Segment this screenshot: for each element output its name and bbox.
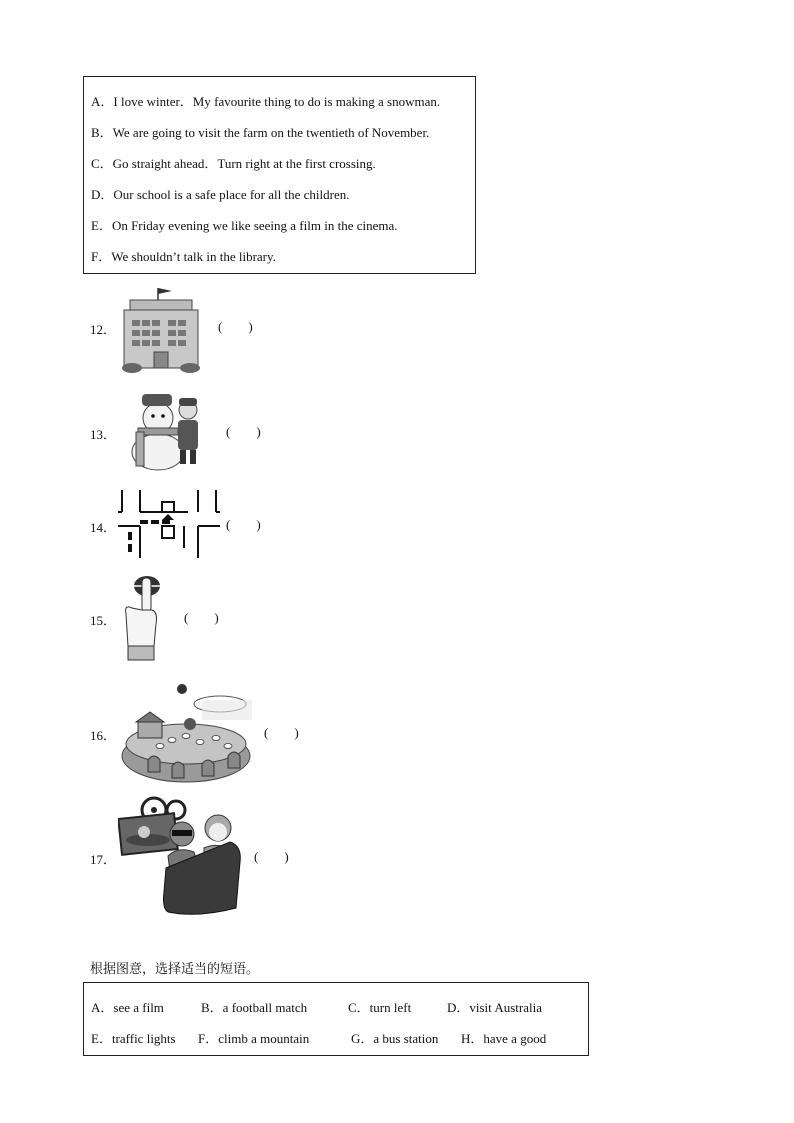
snowman-icon [122, 388, 208, 472]
option-a: A．I love winter．My favourite thing to do is making a snowman. [91, 94, 441, 109]
question-number: 12． [90, 322, 117, 337]
phrase-e: E．traffic lights [91, 1031, 176, 1046]
answer-blank[interactable]: ( ) [226, 517, 261, 532]
answer-blank[interactable]: ( ) [264, 725, 299, 740]
cinema-icon [118, 796, 244, 918]
option-d: D．Our school is a safe place for all the children. [91, 187, 350, 202]
question-number: 17． [90, 852, 117, 867]
phrase-f: F．climb a mountain [198, 1031, 310, 1046]
farm-icon [120, 680, 253, 787]
phrase-d: D．visit Australia [447, 1000, 542, 1015]
street-map-icon [118, 488, 220, 560]
phrase-h: H．have a good [461, 1031, 547, 1046]
question-number: 15． [90, 613, 117, 628]
school-building-icon [120, 286, 202, 374]
phrase-g: G．a bus station [351, 1031, 439, 1046]
answer-blank[interactable]: ( ) [184, 610, 219, 625]
phrase-a: A．see a film [91, 1000, 164, 1015]
options-box [83, 76, 476, 274]
answer-blank[interactable]: ( ) [254, 849, 289, 864]
option-f: F．We shouldn’t talk in the library. [91, 249, 276, 264]
quiet-finger-icon [118, 574, 168, 662]
section-instruction: 根据图意，选择适当的短语。 [90, 962, 260, 977]
answer-blank[interactable]: ( ) [218, 319, 253, 334]
option-c: C．Go straight ahead．Turn right at the first crossing. [91, 156, 376, 171]
question-number: 14． [90, 520, 117, 535]
question-number: 13． [90, 427, 117, 442]
phrase-c: C．turn left [348, 1000, 412, 1015]
option-e: E．On Friday evening we like seeing a film in the cinema. [91, 218, 398, 233]
phrase-b: B．a football match [201, 1000, 308, 1015]
phrases-box [83, 982, 589, 1056]
answer-blank[interactable]: ( ) [226, 424, 261, 439]
option-b: B．We are going to visit the farm on the twentieth of November. [91, 125, 430, 140]
question-number: 16． [90, 728, 117, 743]
